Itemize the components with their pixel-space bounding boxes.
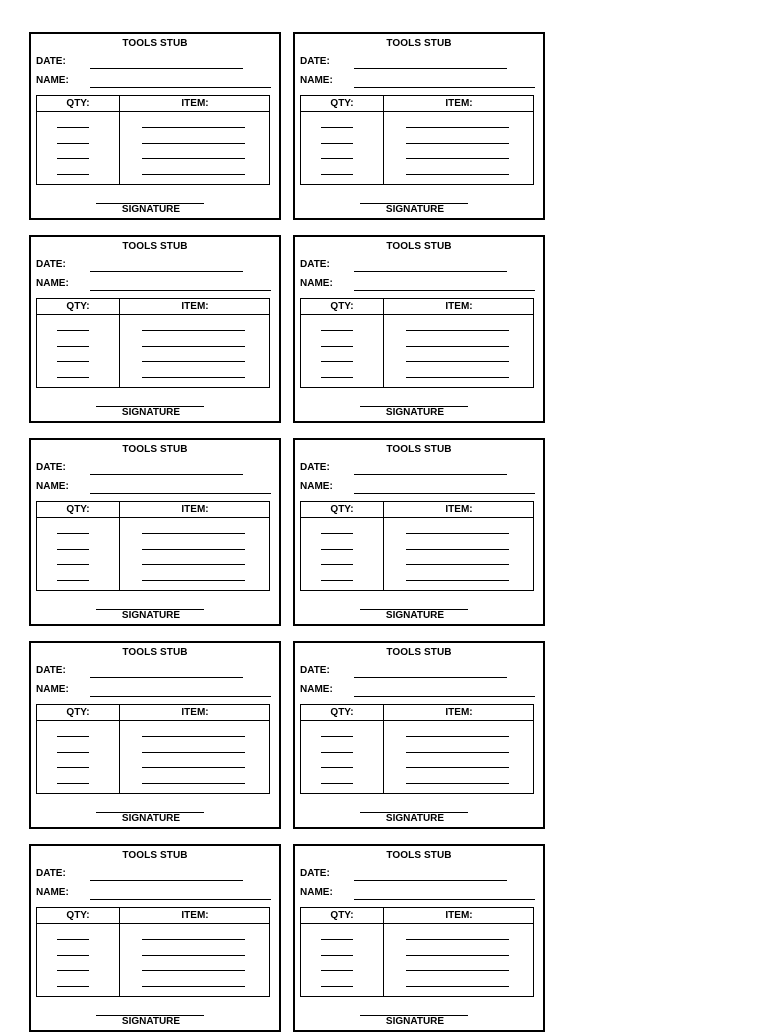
qty-entry-line: [57, 346, 89, 347]
qty-entry-line: [57, 986, 89, 987]
tools-stub-card: [29, 641, 281, 829]
stub-title: TOOLS STUB: [386, 850, 452, 861]
date-field-line: [354, 474, 507, 475]
table-column-divider: [119, 502, 120, 590]
qty-entry-line: [321, 783, 353, 784]
item-entry-line: [142, 580, 245, 581]
item-entry-line: [406, 158, 509, 159]
qty-entry-line: [57, 939, 89, 940]
qty-entry-line: [57, 549, 89, 550]
name-label: NAME:: [300, 75, 333, 86]
date-field-line: [90, 677, 243, 678]
table-column-divider: [119, 299, 120, 387]
qty-header: QTY:: [66, 707, 90, 718]
stub-title: TOOLS STUB: [122, 647, 188, 658]
item-header: ITEM:: [445, 707, 473, 718]
qty-entry-line: [321, 158, 353, 159]
tools-stub-card: [293, 235, 545, 423]
signature-label: SIGNATURE: [385, 204, 445, 215]
qty-item-table: [36, 95, 270, 185]
table-header-divider: [301, 111, 533, 112]
item-entry-line: [142, 127, 245, 128]
item-entry-line: [406, 970, 509, 971]
qty-entry-line: [57, 783, 89, 784]
table-header-divider: [37, 314, 269, 315]
qty-entry-line: [321, 174, 353, 175]
signature-label: SIGNATURE: [121, 407, 181, 418]
item-entry-line: [406, 549, 509, 550]
item-entry-line: [142, 783, 245, 784]
date-label: DATE:: [36, 868, 66, 879]
item-header: ITEM:: [181, 301, 209, 312]
date-label: DATE:: [36, 56, 66, 67]
qty-entry-line: [321, 939, 353, 940]
table-column-divider: [119, 96, 120, 184]
qty-item-table: [300, 907, 534, 997]
date-label: DATE:: [300, 868, 330, 879]
tools-stub-card: [293, 32, 545, 220]
name-field-line: [90, 87, 271, 88]
name-label: NAME:: [36, 684, 69, 695]
signature-label: SIGNATURE: [121, 610, 181, 621]
item-entry-line: [406, 143, 509, 144]
date-field-line: [90, 474, 243, 475]
qty-entry-line: [321, 752, 353, 753]
table-column-divider: [119, 705, 120, 793]
qty-item-table: [36, 298, 270, 388]
item-entry-line: [406, 783, 509, 784]
qty-entry-line: [57, 736, 89, 737]
signature-label: SIGNATURE: [385, 407, 445, 418]
qty-entry-line: [321, 986, 353, 987]
qty-entry-line: [57, 580, 89, 581]
qty-entry-line: [57, 143, 89, 144]
qty-item-table: [36, 704, 270, 794]
item-entry-line: [142, 174, 245, 175]
qty-item-table: [300, 298, 534, 388]
name-label: NAME:: [36, 481, 69, 492]
date-label: DATE:: [36, 665, 66, 676]
item-entry-line: [406, 174, 509, 175]
tools-stub-card: [293, 641, 545, 829]
table-column-divider: [383, 502, 384, 590]
stub-title: TOOLS STUB: [122, 444, 188, 455]
qty-entry-line: [57, 970, 89, 971]
qty-entry-line: [57, 752, 89, 753]
name-label: NAME:: [300, 481, 333, 492]
signature-label: SIGNATURE: [385, 813, 445, 824]
qty-entry-line: [321, 143, 353, 144]
item-entry-line: [406, 377, 509, 378]
item-header: ITEM:: [181, 707, 209, 718]
qty-entry-line: [57, 330, 89, 331]
qty-entry-line: [57, 767, 89, 768]
date-field-line: [354, 271, 507, 272]
qty-header: QTY:: [330, 504, 354, 515]
qty-item-table: [300, 501, 534, 591]
name-label: NAME:: [36, 75, 69, 86]
item-entry-line: [142, 986, 245, 987]
table-header-divider: [301, 517, 533, 518]
item-entry-line: [142, 361, 245, 362]
item-entry-line: [142, 970, 245, 971]
table-column-divider: [383, 908, 384, 996]
item-header: ITEM:: [181, 910, 209, 921]
item-entry-line: [406, 736, 509, 737]
table-header-divider: [301, 923, 533, 924]
qty-header: QTY:: [330, 910, 354, 921]
item-entry-line: [406, 939, 509, 940]
qty-item-table: [36, 907, 270, 997]
item-header: ITEM:: [445, 98, 473, 109]
qty-item-table: [36, 501, 270, 591]
qty-entry-line: [57, 174, 89, 175]
name-label: NAME:: [300, 887, 333, 898]
qty-entry-line: [57, 564, 89, 565]
item-entry-line: [142, 752, 245, 753]
name-field-line: [354, 899, 535, 900]
stub-title: TOOLS STUB: [386, 38, 452, 49]
qty-entry-line: [321, 564, 353, 565]
name-field-line: [354, 290, 535, 291]
item-entry-line: [142, 143, 245, 144]
qty-entry-line: [57, 955, 89, 956]
table-header-divider: [301, 314, 533, 315]
table-header-divider: [37, 720, 269, 721]
table-column-divider: [383, 299, 384, 387]
name-field-line: [354, 87, 535, 88]
item-entry-line: [406, 986, 509, 987]
tools-stub-card: [29, 844, 281, 1032]
item-entry-line: [406, 564, 509, 565]
date-label: DATE:: [300, 259, 330, 270]
item-header: ITEM:: [181, 98, 209, 109]
item-entry-line: [142, 549, 245, 550]
qty-entry-line: [321, 955, 353, 956]
tools-stub-card: [293, 844, 545, 1032]
item-entry-line: [142, 346, 245, 347]
table-header-divider: [301, 720, 533, 721]
qty-entry-line: [321, 330, 353, 331]
name-label: NAME:: [36, 278, 69, 289]
name-field-line: [90, 290, 271, 291]
qty-entry-line: [321, 970, 353, 971]
stub-title: TOOLS STUB: [386, 444, 452, 455]
name-label: NAME:: [300, 684, 333, 695]
item-entry-line: [142, 158, 245, 159]
item-entry-line: [142, 330, 245, 331]
item-entry-line: [142, 939, 245, 940]
tools-stub-card: [29, 32, 281, 220]
date-field-line: [354, 880, 507, 881]
tools-stub-card: [29, 235, 281, 423]
date-field-line: [90, 68, 243, 69]
date-label: DATE:: [36, 462, 66, 473]
item-entry-line: [142, 736, 245, 737]
item-entry-line: [406, 752, 509, 753]
date-label: DATE:: [300, 56, 330, 67]
item-entry-line: [406, 330, 509, 331]
qty-entry-line: [321, 533, 353, 534]
table-header-divider: [37, 923, 269, 924]
stub-title: TOOLS STUB: [386, 241, 452, 252]
item-entry-line: [142, 377, 245, 378]
item-entry-line: [406, 533, 509, 534]
item-entry-line: [406, 580, 509, 581]
item-header: ITEM:: [445, 301, 473, 312]
qty-header: QTY:: [330, 98, 354, 109]
item-entry-line: [142, 564, 245, 565]
name-label: NAME:: [36, 887, 69, 898]
date-label: DATE:: [300, 462, 330, 473]
item-entry-line: [142, 767, 245, 768]
table-column-divider: [383, 705, 384, 793]
item-header: ITEM:: [181, 504, 209, 515]
name-field-line: [90, 899, 271, 900]
signature-label: SIGNATURE: [121, 204, 181, 215]
table-column-divider: [119, 908, 120, 996]
qty-entry-line: [57, 158, 89, 159]
qty-entry-line: [321, 549, 353, 550]
date-field-line: [354, 68, 507, 69]
stub-title: TOOLS STUB: [122, 38, 188, 49]
item-entry-line: [406, 346, 509, 347]
qty-entry-line: [57, 361, 89, 362]
name-field-line: [90, 493, 271, 494]
qty-item-table: [300, 95, 534, 185]
stub-title: TOOLS STUB: [386, 647, 452, 658]
qty-entry-line: [321, 346, 353, 347]
name-field-line: [354, 696, 535, 697]
date-field-line: [90, 880, 243, 881]
date-field-line: [90, 271, 243, 272]
name-field-line: [354, 493, 535, 494]
qty-entry-line: [321, 127, 353, 128]
date-label: DATE:: [36, 259, 66, 270]
table-header-divider: [37, 517, 269, 518]
item-header: ITEM:: [445, 504, 473, 515]
qty-header: QTY:: [330, 301, 354, 312]
item-header: ITEM:: [445, 910, 473, 921]
item-entry-line: [142, 955, 245, 956]
stub-title: TOOLS STUB: [122, 241, 188, 252]
item-entry-line: [406, 127, 509, 128]
qty-entry-line: [321, 736, 353, 737]
qty-entry-line: [321, 361, 353, 362]
signature-label: SIGNATURE: [121, 813, 181, 824]
table-column-divider: [383, 96, 384, 184]
table-header-divider: [37, 111, 269, 112]
date-field-line: [354, 677, 507, 678]
date-label: DATE:: [300, 665, 330, 676]
item-entry-line: [142, 533, 245, 534]
tools-stub-card: [293, 438, 545, 626]
qty-header: QTY:: [66, 910, 90, 921]
tools-stub-card: [29, 438, 281, 626]
signature-label: SIGNATURE: [121, 1016, 181, 1027]
item-entry-line: [406, 361, 509, 362]
stub-title: TOOLS STUB: [122, 850, 188, 861]
qty-entry-line: [57, 377, 89, 378]
qty-entry-line: [321, 767, 353, 768]
name-field-line: [90, 696, 271, 697]
signature-label: SIGNATURE: [385, 610, 445, 621]
qty-item-table: [300, 704, 534, 794]
qty-header: QTY:: [330, 707, 354, 718]
qty-entry-line: [57, 533, 89, 534]
name-label: NAME:: [300, 278, 333, 289]
item-entry-line: [406, 767, 509, 768]
signature-label: SIGNATURE: [385, 1016, 445, 1027]
qty-entry-line: [321, 580, 353, 581]
qty-header: QTY:: [66, 301, 90, 312]
qty-entry-line: [57, 127, 89, 128]
item-entry-line: [406, 955, 509, 956]
qty-entry-line: [321, 377, 353, 378]
qty-header: QTY:: [66, 98, 90, 109]
qty-header: QTY:: [66, 504, 90, 515]
